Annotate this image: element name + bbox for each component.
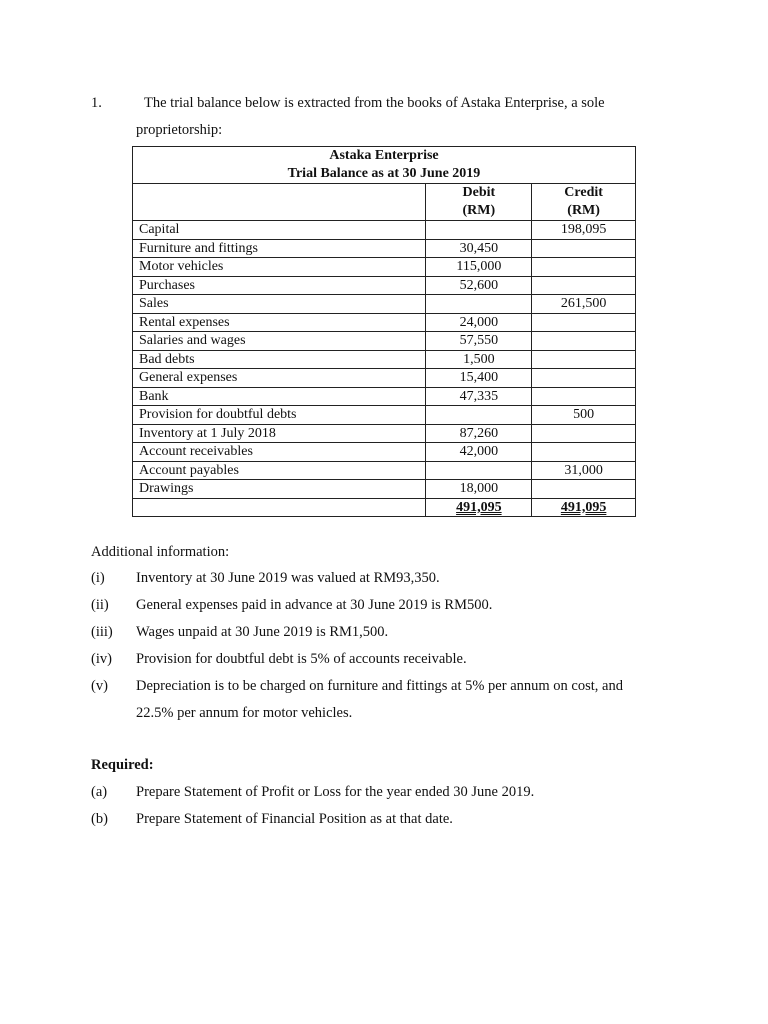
total-credit-cell	[532, 498, 636, 517]
table-row	[133, 443, 636, 462]
credit-amount	[532, 480, 636, 499]
table-row	[133, 258, 636, 277]
debit-amount	[426, 406, 532, 425]
debit-amount	[426, 461, 532, 480]
table-row	[133, 276, 636, 295]
account-name: Rental expenses	[133, 313, 426, 332]
required-item-text: Prepare Statement of Profit or Loss for the year ended 30 June 2019.	[136, 784, 535, 800]
additional-item-text: Wages unpaid at 30 June 2019 is RM1,500.	[136, 624, 389, 640]
credit-amount	[532, 313, 636, 332]
total-debit-cell	[426, 498, 532, 517]
trial-balance-title: Trial Balance as at 30 June 2019	[287, 166, 481, 181]
table-row	[133, 369, 636, 388]
debit-amount: 42,000	[426, 443, 532, 462]
additional-item-label: (i)	[91, 570, 105, 586]
credit-amount	[532, 443, 636, 462]
account-name: Salaries and wages	[133, 332, 426, 351]
question-number: 1.	[91, 95, 102, 111]
credit-header: Credit (RM)	[532, 184, 636, 221]
account-name: General expenses	[133, 369, 426, 388]
additional-item-label: (iv)	[91, 651, 112, 667]
debit-amount: 57,550	[426, 332, 532, 351]
table-row	[133, 480, 636, 499]
required-item-label: (a)	[91, 784, 108, 800]
additional-item-label: (iii)	[91, 624, 113, 640]
debit-amount: 87,260	[426, 424, 532, 443]
account-name: Inventory at 1 July 2018	[133, 424, 426, 443]
account-name: Furniture and fittings	[133, 239, 426, 258]
account-header-cell	[133, 184, 426, 221]
credit-amount	[532, 332, 636, 351]
credit-amount	[532, 258, 636, 277]
trial-balance-table	[132, 146, 636, 517]
question-text-line1: The trial balance below is extracted from the books of Astaka Enterprise, a sole	[144, 95, 605, 111]
debit-amount: 18,000	[426, 480, 532, 499]
table-row	[133, 295, 636, 314]
debit-amount: 52,600	[426, 276, 532, 295]
credit-amount: 31,000	[532, 461, 636, 480]
account-name: Motor vehicles	[133, 258, 426, 277]
credit-amount: 198,095	[532, 221, 636, 240]
account-name: Account payables	[133, 461, 426, 480]
required-heading: Required:	[91, 757, 154, 773]
credit-amount: 261,500	[532, 295, 636, 314]
additional-item-text: Provision for doubtful debt is 5% of accounts receivable.	[136, 651, 467, 667]
additional-item-text-continued: 22.5% per annum for motor vehicles.	[136, 705, 353, 721]
trial-balance-heading	[133, 147, 636, 184]
debit-amount: 115,000	[426, 258, 532, 277]
account-name: Bank	[133, 387, 426, 406]
credit-amount	[532, 369, 636, 388]
required-item-text: Prepare Statement of Financial Position as at that date.	[136, 811, 453, 827]
credit-amount	[532, 239, 636, 258]
debit-amount: 30,450	[426, 239, 532, 258]
account-name: Account receivables	[133, 443, 426, 462]
account-name: Drawings	[133, 480, 426, 499]
additional-item-text: Depreciation is to be charged on furniture and fittings at 5% per annum on cost, and	[136, 678, 623, 694]
table-row	[133, 406, 636, 425]
table-row	[133, 332, 636, 351]
company-name: Astaka Enterprise	[329, 148, 439, 163]
table-row	[133, 461, 636, 480]
total-credit: 491,095	[560, 499, 607, 515]
table-row	[133, 387, 636, 406]
account-name: Sales	[133, 295, 426, 314]
account-name: Purchases	[133, 276, 426, 295]
additional-item-text: General expenses paid in advance at 30 June 2019 is RM500.	[136, 597, 493, 613]
credit-amount	[532, 350, 636, 369]
credit-amount: 500	[532, 406, 636, 425]
debit-amount: 15,400	[426, 369, 532, 388]
totals-row	[133, 498, 636, 517]
totals-label-cell	[133, 498, 426, 517]
credit-amount	[532, 387, 636, 406]
account-name: Capital	[133, 221, 426, 240]
credit-amount	[532, 424, 636, 443]
additional-item-text: Inventory at 30 June 2019 was valued at RM93,350.	[136, 570, 440, 586]
question-text-line2: proprietorship:	[136, 122, 223, 138]
debit-amount: 24,000	[426, 313, 532, 332]
credit-amount	[532, 276, 636, 295]
additional-info-heading: Additional information:	[91, 544, 230, 560]
table-row	[133, 221, 636, 240]
required-item-label: (b)	[91, 811, 108, 827]
account-name: Bad debts	[133, 350, 426, 369]
table-row	[133, 350, 636, 369]
additional-item-label: (v)	[91, 678, 108, 694]
additional-item-label: (ii)	[91, 597, 109, 613]
total-debit: 491,095	[456, 499, 502, 515]
debit-amount: 1,500	[426, 350, 532, 369]
debit-amount: 47,335	[426, 387, 532, 406]
table-row	[133, 424, 636, 443]
debit-header: Debit (RM)	[426, 184, 532, 221]
table-row	[133, 239, 636, 258]
debit-amount	[426, 221, 532, 240]
account-name: Provision for doubtful debts	[133, 406, 426, 425]
table-row	[133, 313, 636, 332]
debit-amount	[426, 295, 532, 314]
